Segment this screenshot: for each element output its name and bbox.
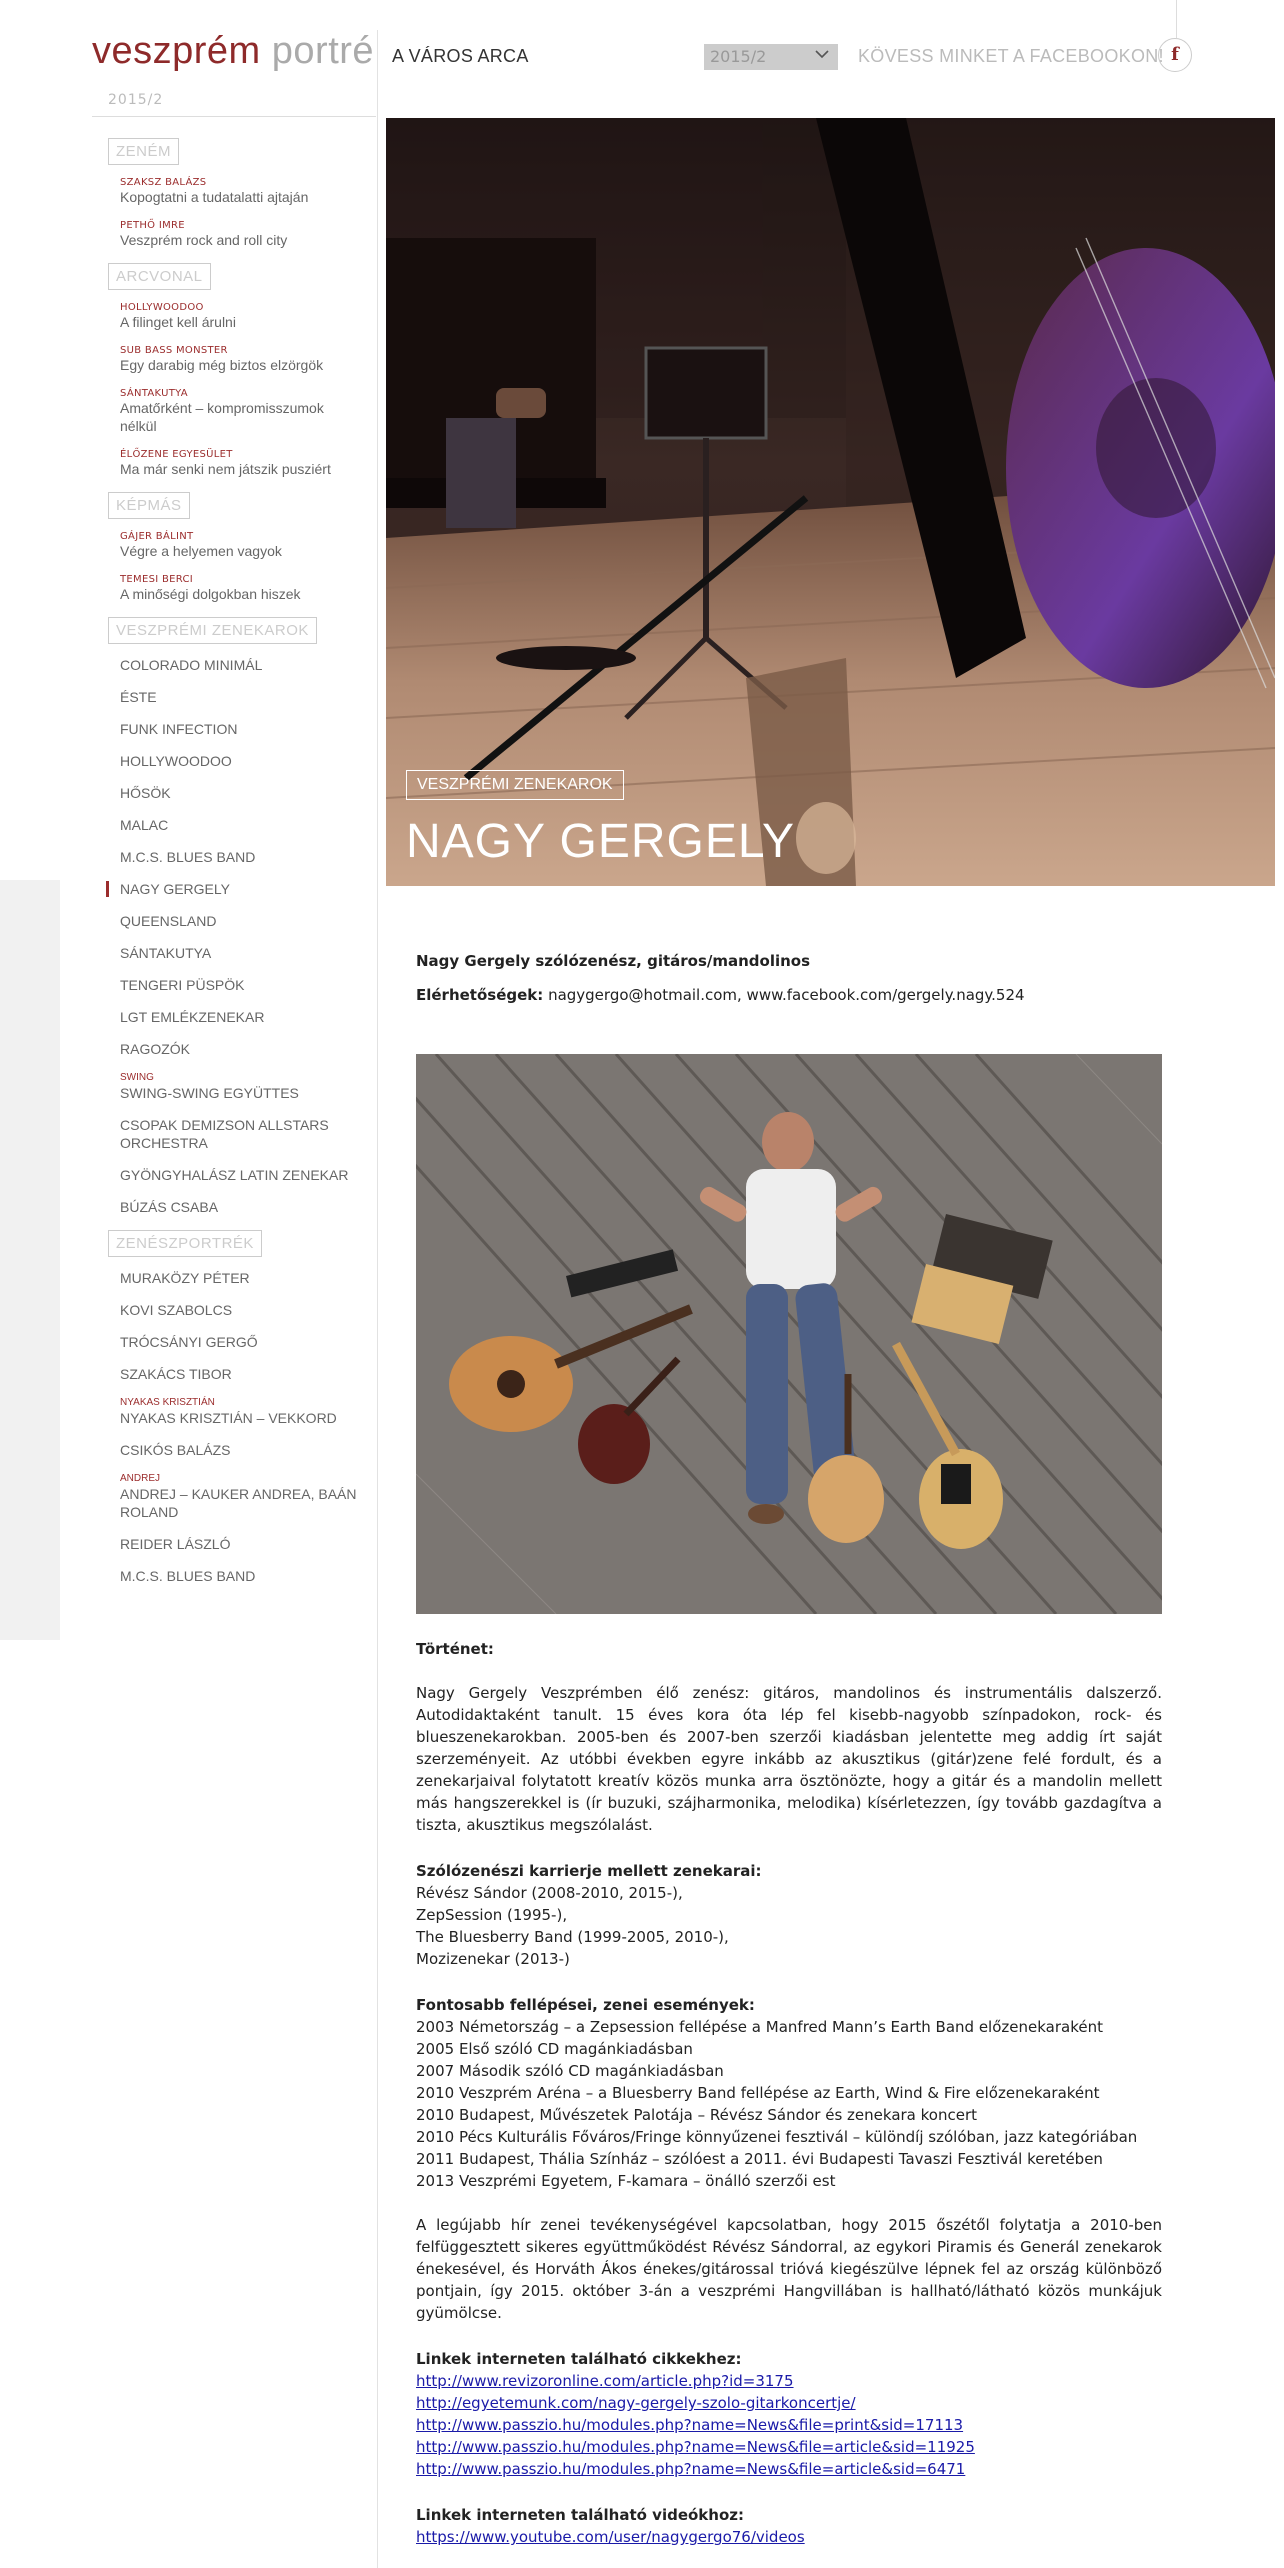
article-title[interactable]: Végre a helyemen vagyok <box>120 543 282 559</box>
sidebar-section-arcvonal <box>92 263 372 478</box>
news-paragraph: A legújabb hír zenei tevékenységével kapcsolatban, hogy 2015 őszétől folytatja a 2010-ben felfüggesztett sikeres együttműködést Révész Sándorral, az egykori Piramis és Generál zenekarok énekesével, és Horváth Ákos énekes/gitárossal trióvá kiegészülve lépnek fel az ország különböző pontjain, így 2015. október 3-án a veszprémi Hangvillában is hallható/látható közös munkájuk gyümölcse. <box>416 2216 1162 2322</box>
sidebar-band-item[interactable] <box>120 1365 372 1383</box>
sidebar-band-item[interactable] <box>120 1166 372 1184</box>
band-item-name[interactable]: HŐSÖK <box>120 785 171 801</box>
logo-part1: veszprém <box>92 30 261 72</box>
event-line: 2011 Budapest, Thália Színház – szólóest a 2011. évi Budapesti Tavaszi Fesztivál keretében <box>416 2150 1103 2168</box>
article-link[interactable]: http://www.revizoronline.com/article.php?id=3175 <box>416 2372 794 2390</box>
issue-select[interactable] <box>704 44 838 70</box>
sidebar-section-zenem <box>92 138 372 249</box>
band-item-name[interactable]: CSIKÓS BALÁZS <box>120 1442 231 1458</box>
article-intro: Nagy Gergely szólózenész, gitáros/mandolinos <box>416 952 811 970</box>
article-title[interactable]: Egy darabig még biztos elzörgök <box>120 357 324 373</box>
sidebar-band-item[interactable] <box>120 784 372 802</box>
band-item-name[interactable]: TRÓCSÁNYI GERGŐ <box>120 1334 258 1350</box>
section-heading[interactable]: VESZPRÉMI ZENEKAROK <box>108 617 317 644</box>
band-item-name[interactable]: KOVI SZABOLCS <box>120 1302 233 1318</box>
video-links-heading: Linkek interneten található videókhoz: <box>416 2506 745 2524</box>
band-item-name[interactable]: TENGERI PÜSPÖK <box>120 977 245 993</box>
article-author: SÁNTAKUTYA <box>120 388 188 399</box>
band-item-name[interactable]: HOLLYWOODOO <box>120 753 232 769</box>
sidebar-band-item[interactable] <box>120 1072 372 1102</box>
band-list <box>92 656 372 1216</box>
band-item-name[interactable]: NAGY GERGELY <box>120 881 230 897</box>
band-item-author: SWING <box>120 1072 154 1083</box>
band-item-name[interactable]: FUNK INFECTION <box>120 721 238 737</box>
article-links-heading: Linkek interneten található cikkekhez: <box>416 2350 742 2368</box>
band-line: ZepSession (1995-), <box>416 1906 568 1924</box>
issue-label: 2015/2 <box>108 92 164 108</box>
event-line: 2003 Németország – a Zepsession fellépése a Manfred Mann’s Earth Band előzenekaraként <box>416 2018 1103 2036</box>
bands-heading: Szólózenészi karrierje mellett zenekarai: <box>416 1862 762 1880</box>
sidebar-band-item[interactable] <box>120 1198 372 1216</box>
sidebar-band-item[interactable] <box>120 1397 372 1427</box>
sidebar-band-item[interactable] <box>120 688 372 706</box>
event-line: 2013 Veszprémi Egyetem, F-kamara – önálló szerzői est <box>416 2172 836 2190</box>
hero-category-tag[interactable]: VESZPRÉMI ZENEKAROK <box>406 770 624 800</box>
article-title[interactable]: A minőségi dolgokban hiszek <box>120 586 301 602</box>
band-item-name[interactable]: NYAKAS KRISZTIÁN – VEKKORD <box>120 1410 337 1426</box>
band-item-name[interactable]: MURAKÖZY PÉTER <box>120 1270 250 1286</box>
band-line: Mozizenekar (2013-) <box>416 1950 570 1968</box>
events-list <box>416 2016 1162 2192</box>
article-title[interactable]: Amatőrként – kompromisszumok nélkül <box>120 400 324 434</box>
article-author: TEMESI BERCI <box>120 574 194 585</box>
band-item-name[interactable]: ANDREJ – KAUKER ANDREA, BAÁN ROLAND <box>120 1486 357 1520</box>
article-author: GÁJER BÁLINT <box>120 531 194 542</box>
facebook-follow-link[interactable]: KÖVESS MINKET A FACEBOOKON! <box>858 46 1164 66</box>
sidebar-band-item[interactable] <box>120 1535 372 1553</box>
band-item-name[interactable]: ÉSTE <box>120 689 157 705</box>
sidebar-article[interactable] <box>120 345 372 374</box>
sidebar-section-zenekarok <box>92 617 372 1216</box>
issue-select-value: 2015/2 <box>710 47 767 66</box>
sidebar-article[interactable] <box>120 574 372 603</box>
sidebar-band-item[interactable] <box>120 944 372 962</box>
band-item-name[interactable]: SWING-SWING EGYÜTTES <box>120 1085 299 1101</box>
article-title[interactable]: A filinget kell árulni <box>120 314 236 330</box>
sidebar-article[interactable] <box>120 177 372 206</box>
sidebar-band-item[interactable] <box>120 1040 372 1058</box>
musician-photo <box>416 1054 1162 1614</box>
sidebar-band-item[interactable] <box>120 912 372 930</box>
band-item-name[interactable]: REIDER LÁSZLÓ <box>120 1536 231 1552</box>
article-link[interactable]: http://egyetemunk.com/nagy-gergely-szolo-gitarkoncertje/ <box>416 2394 856 2412</box>
sidebar-band-item[interactable] <box>120 1473 372 1521</box>
article-body <box>416 950 1162 2548</box>
band-item-name[interactable]: LGT EMLÉKZENEKAR <box>120 1009 265 1025</box>
portrait-list <box>92 1269 372 1585</box>
story-paragraph: Nagy Gergely Veszprémben élő zenész: gitáros, mandolinos és instrumentális dalszerző. Autodidaktaként tanult. 15 éves kora óta lép fel kisebb-nagyobb színpadokon, rock- és blueszenekarokban. 2005-ben és 2007-ben szerzői kiadásban jelentette meg addig írt saját szerzeményeit. Az utóbbi években egyre inkább az akusztikus (gitár)zene felé fordult, és a zenekarjaival folytatott kreatív közös munka arra ösztönözte, hogy a gitár és a mandolin mellett más hangszerekkel is (ír buzuki, szájharmonika, melodika) kísérletezzen, így tovább gazdagítva a tiszta, akusztikus megszólalást. <box>416 1684 1162 1834</box>
sidebar-article[interactable] <box>120 531 372 560</box>
sidebar-article[interactable] <box>120 388 372 435</box>
sidebar <box>92 138 372 1599</box>
bands-list <box>416 1882 1162 1970</box>
article-author: SZAKSZ BALÁZS <box>120 177 207 188</box>
article-author: PETHŐ IMRE <box>120 220 185 231</box>
band-item-name[interactable]: M.C.S. BLUES BAND <box>120 849 256 865</box>
musician-photo-graphic <box>416 1054 1162 1614</box>
sidebar-band-item[interactable] <box>120 880 372 898</box>
hero-image <box>386 118 1275 886</box>
sidebar-article[interactable] <box>120 449 372 478</box>
contact-line <box>416 984 1162 1006</box>
article-title[interactable]: Kopogtatni a tudatalatti ajtaján <box>120 189 309 205</box>
section-heading[interactable]: ZENÉSZPORTRÉK <box>108 1230 262 1257</box>
section-heading[interactable]: ZENÉM <box>108 138 179 165</box>
article-link[interactable]: http://www.passzio.hu/modules.php?name=News&file=article&sid=6471 <box>416 2460 966 2478</box>
band-item-name[interactable]: COLORADO MINIMÁL <box>120 657 263 673</box>
band-item-name[interactable]: MALAC <box>120 817 169 833</box>
band-item-name[interactable]: M.C.S. BLUES BAND <box>120 1568 256 1584</box>
band-item-author: NYAKAS KRISZTIÁN <box>120 1397 215 1408</box>
band-item-name[interactable]: RAGOZÓK <box>120 1041 191 1057</box>
events-heading: Fontosabb fellépései, zenei események: <box>416 1996 755 2014</box>
contact-value: nagygergo@hotmail.com, www.facebook.com/gergely.nagy.524 <box>548 986 1025 1004</box>
hero-title: NAGY GERGELY <box>406 815 796 868</box>
sidebar-band-item[interactable] <box>120 1116 372 1152</box>
sidebar-section-portrek <box>92 1230 372 1585</box>
sidebar-band-item[interactable] <box>120 1441 372 1459</box>
band-item-name[interactable]: SÁNTAKUTYA <box>120 945 212 961</box>
header-divider <box>92 116 376 117</box>
sidebar-band-item[interactable] <box>120 816 372 834</box>
band-item-author: ANDREJ <box>120 1473 161 1484</box>
video-link[interactable]: https://www.youtube.com/user/nagygergo76/videos <box>416 2528 805 2546</box>
story-heading: Történet: <box>416 1640 494 1658</box>
article-author: SUB BASS MONSTER <box>120 345 228 356</box>
logo-part2: portré <box>271 30 375 72</box>
article-link[interactable]: http://www.passzio.hu/modules.php?name=News&file=print&sid=17113 <box>416 2416 964 2434</box>
site-logo[interactable] <box>92 30 374 73</box>
band-item-name[interactable]: BÚZÁS CSABA <box>120 1199 219 1215</box>
sidebar-band-item[interactable] <box>120 1567 372 1585</box>
sidebar-band-item[interactable] <box>120 1301 372 1319</box>
article-link[interactable]: http://www.passzio.hu/modules.php?name=News&file=article&sid=11925 <box>416 2438 975 2456</box>
sidebar-article[interactable] <box>120 220 372 249</box>
site-header <box>0 0 1284 118</box>
article-links-list <box>416 2370 1162 2480</box>
event-line: 2010 Veszprém Aréna – a Bluesberry Band fellépése az Earth, Wind & Fire előzenekaraként <box>416 2084 1100 2102</box>
contact-label: Elérhetőségek: <box>416 986 544 1004</box>
sidebar-band-item[interactable] <box>120 1269 372 1287</box>
nav-city-face[interactable]: A VÁROS ARCA <box>392 46 529 66</box>
event-line: 2010 Budapest, Művészetek Palotája – Révész Sándor és zenekara koncert <box>416 2106 977 2124</box>
sidebar-band-item[interactable] <box>120 848 372 866</box>
sidebar-band-item[interactable] <box>120 1333 372 1351</box>
band-line: The Bluesberry Band (1999-2005, 2010-), <box>416 1928 729 1946</box>
facebook-icon[interactable]: f <box>1158 38 1192 72</box>
sidebar-band-item[interactable] <box>120 752 372 770</box>
sidebar-divider <box>377 30 378 2568</box>
article-title[interactable]: Veszprém rock and roll city <box>120 232 288 248</box>
header-rule <box>1176 0 1177 38</box>
band-item-name[interactable]: SZAKÁCS TIBOR <box>120 1366 232 1382</box>
article-author: ÉLŐZENE EGYESÜLET <box>120 449 233 460</box>
event-line: 2005 Első szóló CD magánkiadásban <box>416 2040 693 2058</box>
sidebar-band-item[interactable] <box>120 976 372 994</box>
band-item-name[interactable]: CSOPAK DEMIZSON ALLSTARS ORCHESTRA <box>120 1117 329 1151</box>
band-item-name[interactable]: GYÖNGYHALÁSZ LATIN ZENEKAR <box>120 1167 349 1183</box>
section-heading[interactable]: KÉPMÁS <box>108 492 190 519</box>
chevron-down-icon <box>814 46 830 62</box>
article-title[interactable]: Ma már senki nem játszik pusziért <box>120 461 331 477</box>
band-line: Révész Sándor (2008-2010, 2015-), <box>416 1884 683 1902</box>
sidebar-band-item[interactable] <box>120 720 372 738</box>
event-line: 2010 Pécs Kulturális Főváros/Fringe könnyűzenei fesztivál – különdíj szólóban, jazz kategóriában <box>416 2128 1138 2146</box>
band-item-name[interactable]: QUEENSLAND <box>120 913 217 929</box>
event-line: 2007 Második szóló CD magánkiadásban <box>416 2062 724 2080</box>
sidebar-section-kepmas <box>92 492 372 603</box>
sidebar-band-item[interactable] <box>120 656 372 674</box>
section-heading[interactable]: ARCVONAL <box>108 263 211 290</box>
article-author: HOLLYWOODOO <box>120 302 204 313</box>
sidebar-article[interactable] <box>120 302 372 331</box>
background-decoration <box>0 880 60 1640</box>
sidebar-band-item[interactable] <box>120 1008 372 1026</box>
